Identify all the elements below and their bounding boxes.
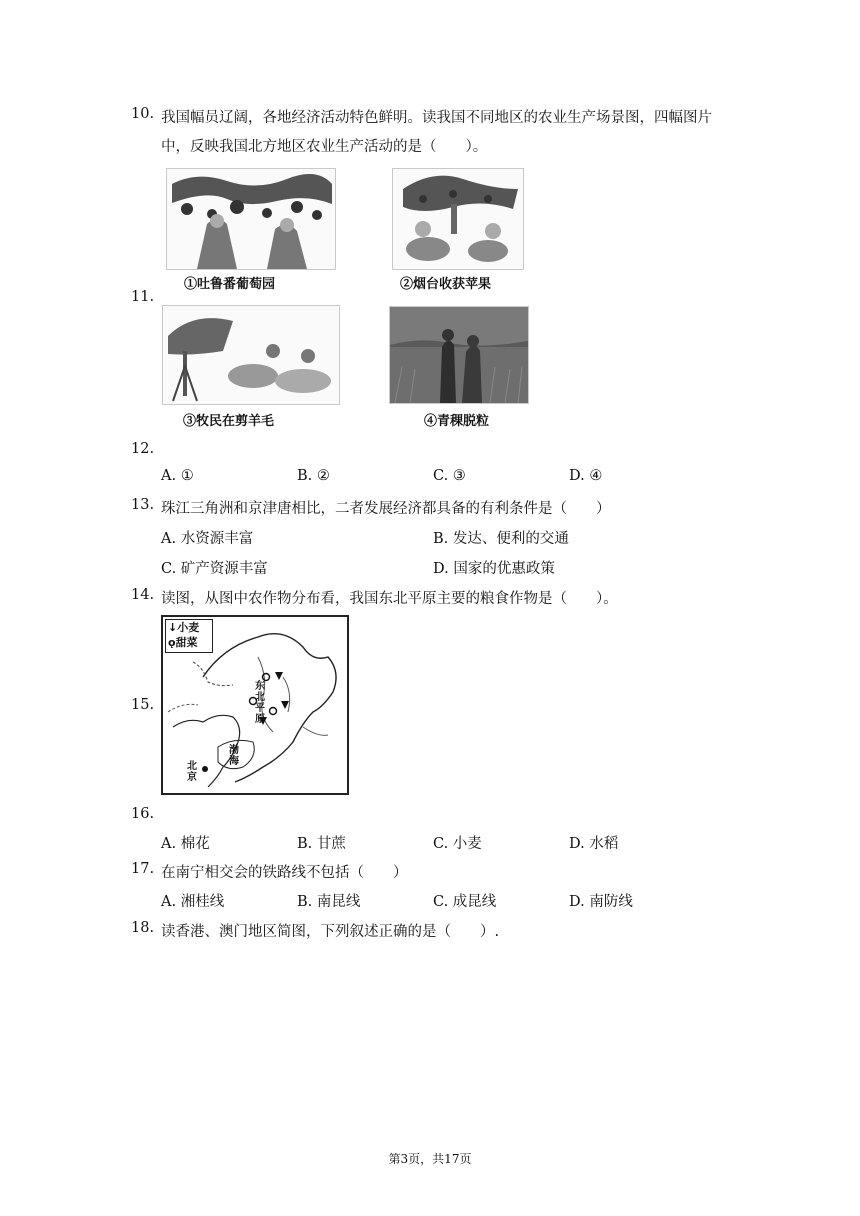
wheat-icon: ↓: [168, 621, 178, 634]
question-number-14: 14.: [131, 587, 155, 603]
legend-beet-label: 甜菜: [175, 636, 198, 649]
q17-option-d[interactable]: D. 南防线: [569, 894, 633, 910]
q13-option-c[interactable]: C. 矿产资源丰富: [161, 561, 268, 577]
question-number-13: 13.: [131, 497, 155, 513]
figure-yantai-apples: [392, 168, 524, 270]
q16-option-a[interactable]: A. 棉花: [161, 836, 210, 852]
figure-4-caption: ④青稞脱粒: [424, 414, 490, 429]
question-number-16: 16.: [131, 806, 155, 822]
legend-wheat-label: 小麦: [177, 621, 200, 634]
figure-2-caption: ②烟台收获苹果: [400, 277, 492, 292]
question-10-stem-line1: 我国幅员辽阔，各地经济活动特色鲜明。读我国不同地区的农业生产场景图，四幅图片: [161, 110, 712, 126]
question-number-17: 17.: [131, 861, 155, 877]
q12-option-d[interactable]: D. ④: [569, 468, 603, 484]
figure-3-caption: ③牧民在剪羊毛: [183, 414, 275, 429]
question-17-stem: 在南宁相交会的铁路线不包括（ ）: [161, 865, 408, 881]
map-legend: [165, 619, 213, 653]
q13-option-a[interactable]: A. 水资源丰富: [161, 531, 254, 547]
question-number-11: 11.: [131, 289, 155, 305]
figure-1-caption: ①吐鲁番葡萄园: [184, 277, 276, 292]
beet-icon: ǫ: [168, 636, 176, 649]
question-18-stem: 读香港、澳门地区简图，下列叙述正确的是（ ）.: [161, 924, 500, 940]
question-number-10: 10.: [131, 106, 155, 122]
q16-option-d[interactable]: D. 水稻: [569, 836, 619, 852]
q12-option-b[interactable]: B. ②: [297, 468, 330, 484]
q17-option-a[interactable]: A. 湘桂线: [161, 894, 225, 910]
map-label-northeast-plain: 东北平原: [255, 681, 265, 725]
q16-option-b[interactable]: B. 甘蔗: [297, 836, 346, 852]
legend-row-beet: [168, 635, 212, 650]
q13-option-d[interactable]: D. 国家的优惠政策: [433, 561, 555, 577]
question-14-stem: 读图，从图中农作物分布看，我国东北平原主要的粮食作物是（ ）。: [161, 591, 618, 607]
q12-option-a[interactable]: A. ①: [161, 468, 194, 484]
q16-option-c[interactable]: C. 小麦: [433, 836, 482, 852]
map-label-beijing: 北京: [187, 761, 197, 783]
map-label-bohai: 渤海: [229, 745, 239, 767]
question-number-18: 18.: [131, 920, 155, 936]
figure-turpan-vineyard: [166, 168, 336, 270]
question-number-15: 15.: [131, 697, 155, 713]
question-13-stem: 珠江三角洲和京津唐相比，二者发展经济都具备的有利条件是（ ）: [161, 501, 611, 517]
page-footer: 第3页，共17页: [388, 1152, 472, 1166]
q13-option-b[interactable]: B. 发达、便利的交通: [433, 531, 569, 547]
figure-barley-threshing: [389, 306, 529, 404]
figure-herder-shearing: [162, 305, 340, 405]
question-number-12: 12.: [131, 441, 155, 457]
q17-option-c[interactable]: C. 成昆线: [433, 894, 497, 910]
question-10-stem-line2: 中，反映我国北方地区农业生产活动的是（ ）。: [161, 139, 488, 155]
q17-option-b[interactable]: B. 南昆线: [297, 894, 361, 910]
legend-row-wheat: [168, 620, 212, 635]
northeast-map: [161, 615, 349, 795]
q12-option-c[interactable]: C. ③: [433, 468, 466, 484]
